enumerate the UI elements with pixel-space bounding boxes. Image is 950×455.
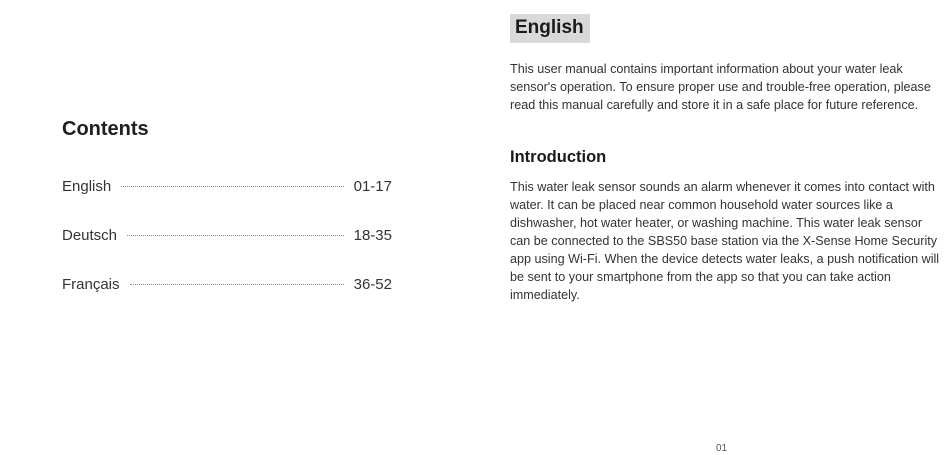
toc-entry-deutsch[interactable] xyxy=(62,227,392,276)
right-page xyxy=(475,0,950,455)
toc-dot-leader xyxy=(130,284,344,285)
toc-entry-english[interactable] xyxy=(62,178,392,227)
table-of-contents xyxy=(62,178,392,325)
toc-entry-francais[interactable] xyxy=(62,276,392,325)
intro-paragraph: This user manual contains important information about your water leak sensor's operation. To ensure proper use and trouble-free operation, please read this manual carefully and store it in a safe place for future reference. xyxy=(510,62,931,112)
page-number: 01 xyxy=(716,443,728,454)
toc-entry-label: Français xyxy=(62,276,120,293)
toc-entry-pages: 36-52 xyxy=(353,276,392,293)
introduction-paragraph: This water leak sensor sounds an alarm whenever it comes into contact with water. It can be placed near common household water sources like a dishwasher, hot water heater, or washing machine. This water leak sensor can be connected to the SBS50 base station via the X-Sense Home Security app using Wi-Fi. When the device detects water leaks, a push notification will be sent to your smartphone from the app so that you can take action immediately. xyxy=(510,180,940,302)
contents-title: Contents xyxy=(62,118,149,140)
section-heading-introduction: Introduction xyxy=(510,148,607,166)
toc-entry-label: English xyxy=(62,178,112,195)
toc-dot-leader xyxy=(127,235,344,236)
toc-dot-leader xyxy=(121,186,344,187)
toc-entry-label: Deutsch xyxy=(62,227,118,244)
toc-entry-pages: 18-35 xyxy=(353,227,392,244)
language-header: English xyxy=(510,14,590,43)
toc-entry-pages: 01-17 xyxy=(353,178,392,195)
